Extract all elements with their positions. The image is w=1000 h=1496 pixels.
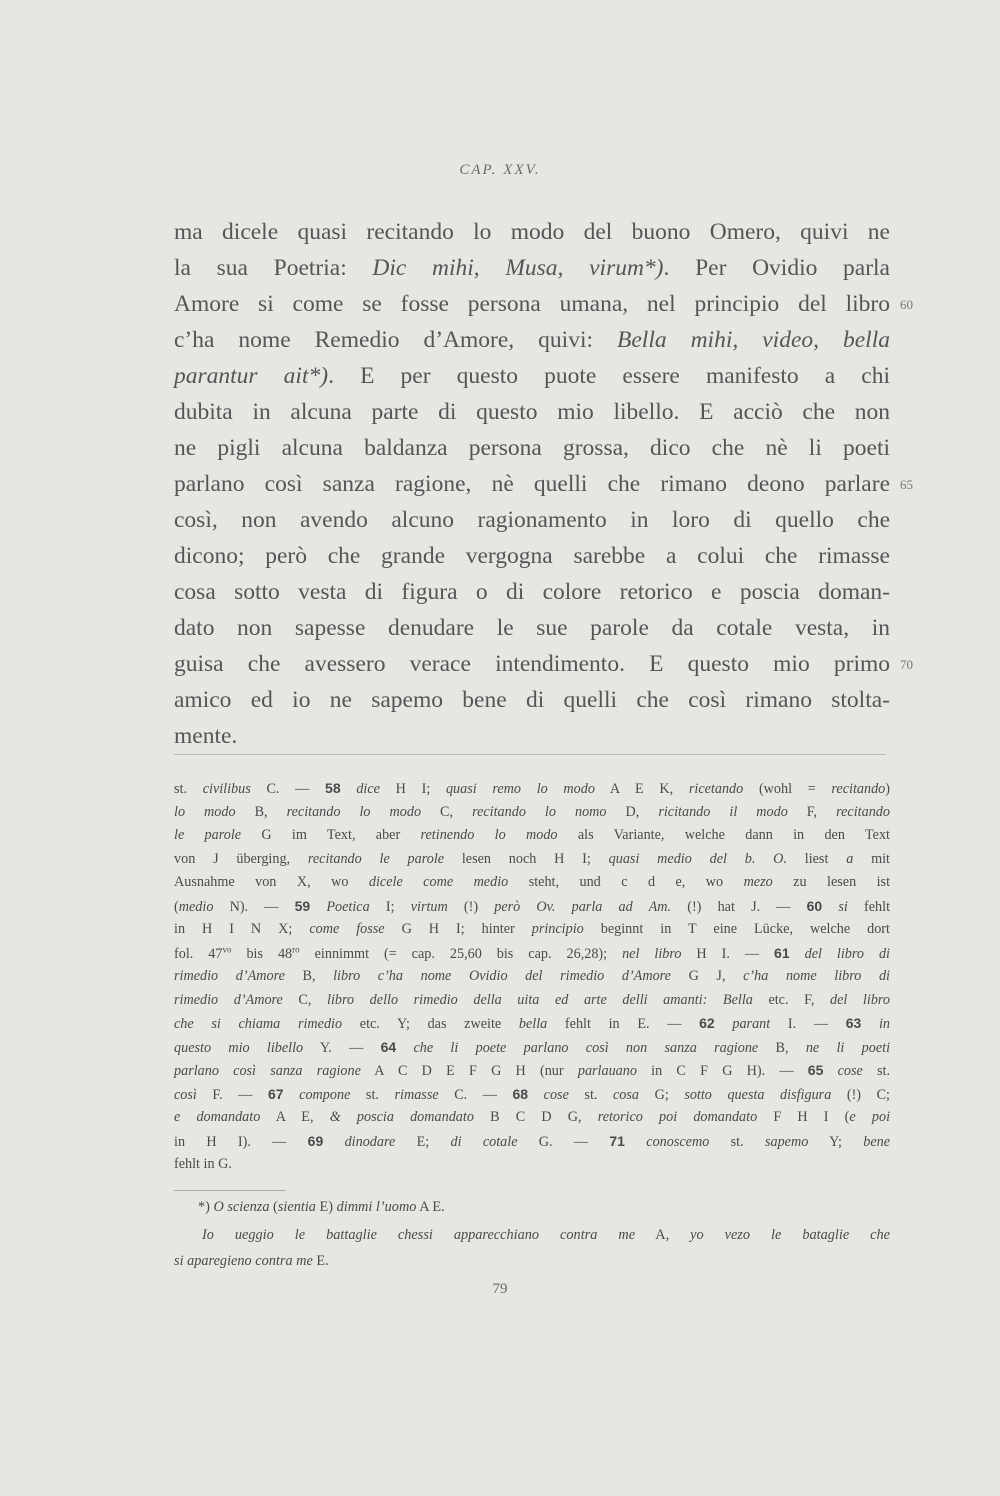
page-number: 79 bbox=[492, 1281, 508, 1297]
line-number: 70 bbox=[900, 657, 913, 672]
text-line-content: parlano così sanza ragione, nè quelli che rimano deono parlare bbox=[174, 471, 890, 497]
text-line bbox=[174, 250, 894, 286]
text-line-content: mente. bbox=[174, 723, 238, 749]
apparatus-line: lo modo B, recitando lo modo C, recitando lo nomo D, ricitando il modo F, recitando bbox=[174, 803, 890, 820]
chapter-header: CAP. XXV. bbox=[459, 162, 541, 178]
line-number: 60 bbox=[900, 297, 913, 312]
apparatus-line: (medio N). — 59 Poetica I; virtum (!) però Ov. parla ad Am. (!) hat J. — 60 si fehlt bbox=[174, 897, 891, 915]
text-line-content: guisa che avessero verace intendimento. E questo mio primo bbox=[174, 651, 890, 677]
footnote-divider bbox=[174, 1190, 286, 1191]
text-line-content: dubita in alcuna parte di questo mio libello. E acciò che non bbox=[174, 399, 890, 425]
apparatus-line: rimedio d’Amore B, libro c’ha nome Ovidio del rimedio d’Amore G J, c’ha nome libro di bbox=[174, 968, 890, 984]
apparatus-line: Ausnahme von X, wo dicele come medio steht, und c d e, wo mezo zu lesen ist bbox=[174, 874, 891, 890]
apparatus-line: st. civilibus C. — 58 dice H I; quasi remo lo modo A E K, ricetando (wohl = recitando) bbox=[174, 780, 891, 797]
text-line bbox=[174, 682, 894, 718]
apparatus-line: in H I). — 69 dinodare E; di cotale G. — 71 conoscemo st. sapemo Y; bene bbox=[174, 1132, 891, 1150]
apparatus-divider bbox=[174, 754, 886, 755]
text-line bbox=[174, 214, 894, 250]
text-line bbox=[174, 502, 894, 538]
text-line-content: ne pigli alcuna baldanza persona grossa, dico che nè li poeti bbox=[174, 435, 890, 461]
apparatus-line: questo mio libello Y. — 64 che li poete parlano così non sanza ragione B, ne li poeti bbox=[174, 1038, 891, 1056]
apparatus-line: in H I N X; come fosse G H I; hinter principio beginnt in T eine Lücke, welche dort bbox=[174, 921, 890, 937]
text-line bbox=[174, 466, 913, 502]
apparatus-line: fol. $47^{vo}$ bis $48^{ro}$ einnimmt (= cap. 25,60 bis cap. 26,28); nel libro H I. — 61 del libro di bbox=[174, 943, 890, 962]
apparatus-line: fehlt in G. bbox=[174, 1156, 232, 1172]
text-line bbox=[174, 538, 894, 574]
apparatus-line: che si chiama rimedio etc. Y; das zweite bella fehlt in E. — 62 parant I. — 63 in bbox=[174, 1015, 891, 1032]
footnote-2: Io ueggio le battaglie chessi apparecchiano contra me A, yo vezo le bataglie che bbox=[202, 1227, 890, 1243]
text-line-content: c’ha nome Remedio d’Amore, quivi: Bella mihi, video, bella bbox=[174, 327, 890, 353]
text-line bbox=[174, 358, 894, 394]
text-line bbox=[174, 322, 894, 358]
text-line-content: parantur ait*). E per questo puote essere manifesto a chi bbox=[174, 363, 890, 389]
main-text-block bbox=[174, 214, 913, 754]
text-line bbox=[174, 574, 894, 610]
text-line bbox=[174, 646, 913, 682]
apparatus-line: le parole G im Text, aber retinendo lo modo als Variante, welche dann in den Text bbox=[174, 827, 890, 843]
text-line-content: così, non avendo alcuno ragionamento in loro di quello che bbox=[174, 507, 890, 533]
critical-apparatus bbox=[174, 777, 890, 1177]
text-line bbox=[174, 430, 894, 466]
text-line bbox=[174, 286, 913, 322]
text-line bbox=[174, 394, 894, 430]
text-line-content: ma dicele quasi recitando lo modo del buono Omero, quivi ne bbox=[174, 219, 890, 245]
apparatus-line: così F. — 67 compone st. rimasse C. — 68 cose st. cosa G; sotto questa disfigura (!) C; bbox=[174, 1085, 890, 1103]
text-line-content: dicono; però che grande vergogna sarebbe a colui che rimasse bbox=[174, 543, 890, 569]
text-line-content: la sua Poetria: Dic mihi, Musa, virum*). Per Ovidio parla bbox=[174, 255, 890, 281]
apparatus-line: rimedio d’Amore C, libro dello rimedio della uita ed arte delli amanti: Bella etc. F, del libro bbox=[174, 991, 890, 1008]
footnote-2-continued: si aparegieno contra me E. bbox=[174, 1253, 329, 1269]
text-line-content: cosa sotto vesta di figura o di colore retorico e poscia doman- bbox=[174, 579, 890, 605]
text-line-content: Amore si come se fosse persona umana, nel principio del libro bbox=[174, 291, 890, 317]
text-line-content: amico ed io ne sapemo bene di quelli che così rimano stolta- bbox=[174, 687, 890, 713]
apparatus-line: parlano così sanza ragione A C D E F G H (nur parlauano in C F G H). — 65 cose st. bbox=[174, 1062, 891, 1079]
text-line-content: dato non sapesse denudare le sue parole da cotale vesta, in bbox=[174, 615, 890, 641]
line-number: 65 bbox=[900, 477, 913, 492]
text-line bbox=[174, 610, 894, 646]
apparatus-line: von J überging, recitando le parole lesen noch H I; quasi medio del b. O. liest a mit bbox=[174, 850, 890, 867]
apparatus-line: e domandato A E, & poscia domandato B C D G, retorico poi domandato F H I (e poi bbox=[174, 1109, 891, 1125]
text-line bbox=[174, 718, 894, 754]
footnote-1: *) O scienza (sientia E) dimmi l’uomo A E. bbox=[198, 1199, 445, 1215]
